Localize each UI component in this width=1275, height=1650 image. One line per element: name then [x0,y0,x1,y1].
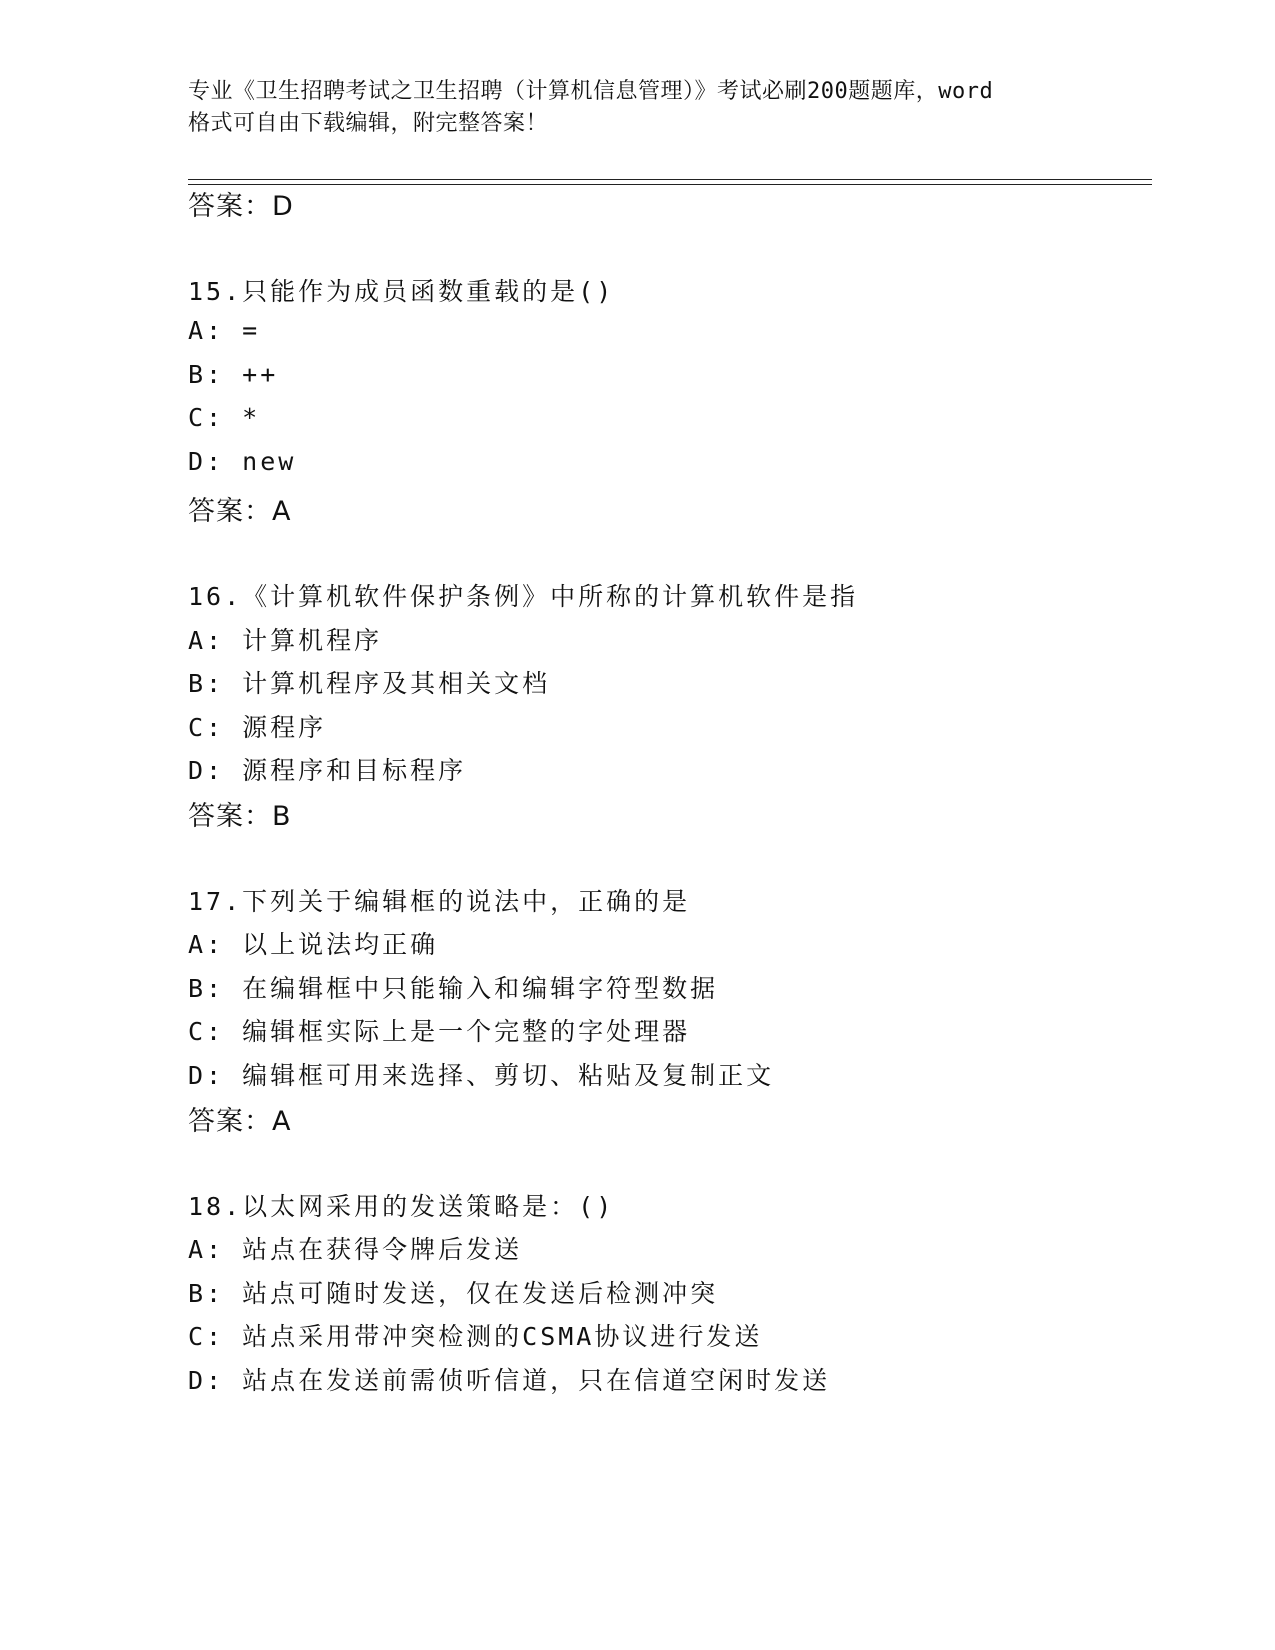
question-16-option-b: B: 计算机程序及其相关文档 [188,669,551,698]
answer-previous-question: 答案：D [188,191,294,222]
question-15-option-c: C: * [188,403,261,432]
question-16-option-a: A: 计算机程序 [188,626,383,655]
question-17-answer: 答案：A [188,1106,292,1137]
question-18-stem: 18.以太网采用的发送策略是：() [188,1192,615,1221]
question-16-option-c: C: 源程序 [188,713,327,742]
header-title-line-2: 格式可自由下载编辑，附完整答案！ [188,111,549,136]
question-15-answer: 答案：A [188,496,292,527]
question-16-stem: 16.《计算机软件保护条例》中所称的计算机软件是指 [188,582,859,611]
question-16-option-d: D: 源程序和目标程序 [188,756,467,785]
question-18-option-a: A: 站点在获得令牌后发送 [188,1235,523,1264]
header-divider-top [188,179,1152,180]
question-16-answer: 答案：B [188,801,292,832]
question-17-stem: 17.下列关于编辑框的说法中，正确的是 [188,887,691,916]
question-18-option-b: B: 站点可随时发送，仅在发送后检测冲突 [188,1279,719,1308]
question-18-option-d: D: 站点在发送前需侦听信道，只在信道空闲时发送 [188,1366,831,1395]
header-divider-bottom [188,184,1152,185]
document-header [188,76,1088,140]
question-17-option-d: D: 编辑框可用来选择、剪切、粘贴及复制正文 [188,1061,775,1090]
question-18-option-c: C: 站点采用带冲突检测的CSMA协议进行发送 [188,1322,763,1351]
question-15-option-a: A: = [188,316,261,345]
question-17-option-b: B: 在编辑框中只能输入和编辑字符型数据 [188,974,719,1003]
question-15-stem: 15.只能作为成员函数重载的是() [188,277,615,306]
header-title-line-1: 专业《卫生招聘考试之卫生招聘（计算机信息管理）》考试必刷200题题库，word [188,79,994,104]
question-15-option-b: B: ++ [188,360,279,389]
question-17-option-a: A: 以上说法均正确 [188,930,439,959]
question-15-option-d: D: new [188,447,297,476]
question-17-option-c: C: 编辑框实际上是一个完整的字处理器 [188,1017,691,1046]
